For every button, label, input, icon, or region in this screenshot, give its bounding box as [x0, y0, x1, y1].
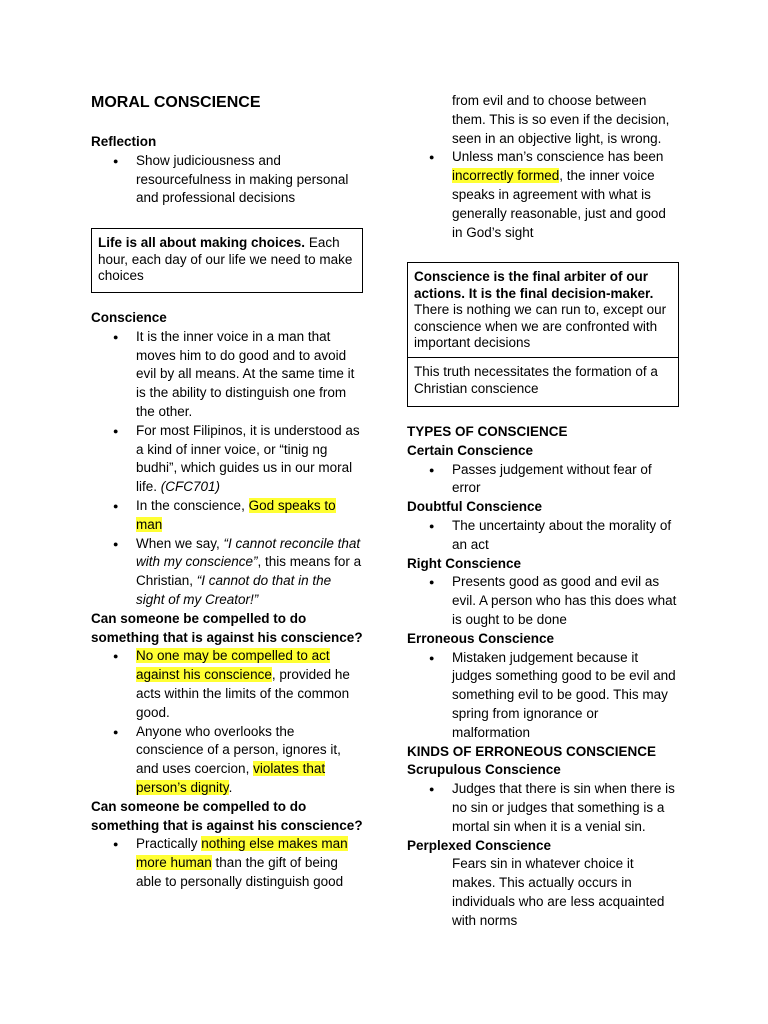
text: Unless man’s conscience has been: [452, 149, 664, 165]
list-item: ● Judges that there is sin when there is no sin or judges that something is a mortal sin when it is a venial sin.: [407, 780, 679, 836]
text: , the inner voice speaks in agreement with what is generally reasonable, just and good in God’s sight: [452, 168, 666, 240]
text: Practically: [136, 836, 202, 852]
list-item: ● It is the inner voice in a man that moves him to do good and to avoid evil by all means. At the same time it is the ability to distinguish one from the other.: [91, 328, 363, 422]
list-item: ● Mistaken judgement because it judges something good to be evil and something evil to be good. This may spring from ignorance or malformation: [407, 649, 679, 743]
list-item: [407, 148, 679, 242]
list-item: ● The uncertainty about the morality of an act: [407, 517, 679, 555]
text: In the conscience,: [136, 497, 249, 513]
right-list: [407, 573, 679, 629]
callout-rest: Each hour, each day of our life we need to make choices: [98, 235, 353, 283]
reflection-section: [91, 133, 363, 208]
arbiter-callout-box: [407, 262, 679, 407]
kinds-heading: KINDS OF ERRONEOUS CONSCIENCE: [407, 743, 657, 759]
list-item: [91, 723, 363, 798]
text: , this means for a Christian,: [136, 554, 362, 589]
highlight: incorrectly formed: [452, 168, 560, 184]
certain-heading: Certain Conscience: [407, 442, 534, 458]
continued-section: [407, 92, 679, 242]
text: When we say,: [136, 535, 224, 551]
reflection-heading: Reflection: [91, 134, 157, 149]
choices-callout-box: [91, 228, 363, 293]
highlight: violates that person’s dignity: [136, 761, 326, 795]
doubtful-heading: Doubtful Conscience: [407, 499, 543, 515]
highlight: nothing else makes man more human: [136, 836, 348, 871]
types-section: [407, 423, 679, 931]
callout-text: [408, 263, 678, 357]
text: Anyone who overlooks the conscience of a person, ignores it, and uses coercion,: [136, 723, 341, 777]
callout-text: [92, 229, 362, 290]
continued-list: [407, 148, 679, 242]
text: , provided he acts within the limits of the common good.: [136, 667, 350, 720]
perplexed-text: Fears sin in whatever choice it makes. This actually occurs in individuals who are less acquainted with norms: [452, 856, 665, 928]
erroneous-list: [407, 649, 679, 743]
list-item: [91, 647, 363, 722]
reflection-list: [91, 152, 363, 208]
quote: “I cannot reconcile that with my conscience”: [136, 535, 361, 570]
list-item: [91, 835, 363, 891]
list-item: ● Presents good as good and evil as evil. A person who has this does what is ought to be done: [407, 573, 679, 629]
callout-bold: Conscience is the final arbiter of our actions. It is the final decision-maker.: [414, 269, 654, 301]
question-heading: Can someone be compelled to do something that is against his conscience?: [91, 798, 363, 833]
scrupulous-list: [407, 780, 679, 836]
callout-bold: Life is all about making choices.: [98, 235, 306, 250]
text: than the gift of being able to personally distinguish good: [136, 855, 344, 889]
list-item: ● Show judiciousness and resourcefulness in making personal and professional decisions: [91, 152, 363, 208]
page-title: MORAL CONSCIENCE: [91, 94, 261, 111]
continued-text: from evil and to choose between them. This is so even if the decision, seen in an objective light, is wrong.: [452, 93, 670, 146]
callout-rest: There is nothing we can run to, except our conscience when we are confronted with important decisions: [414, 302, 667, 350]
list-item: [91, 422, 363, 497]
quote: “I cannot do that in the sight of my Creator!”: [136, 573, 332, 607]
question-heading: Can someone be compelled to do something that is against his conscience?: [91, 610, 363, 645]
erroneous-heading: Erroneous Conscience: [407, 630, 555, 646]
text: .: [228, 779, 233, 795]
conscience-list: [91, 328, 363, 610]
right-heading: Right Conscience: [407, 555, 522, 571]
question-list: [91, 647, 363, 797]
text: For most Filipinos, it is understood as a kind of inner voice, or “tinig ng budhi”, which guides us in our moral life.: [136, 422, 360, 495]
perplexed-heading: Perplexed Conscience: [407, 837, 552, 853]
conscience-heading: Conscience: [91, 310, 167, 325]
list-item: ● Passes judgement without fear of error: [407, 461, 679, 499]
highlight: No one may be compelled to act against his conscience: [136, 648, 330, 683]
doubtful-list: [407, 517, 679, 555]
highlight: God speaks to man: [136, 497, 336, 532]
list-item: [91, 497, 363, 535]
citation: (CFC701): [160, 479, 221, 495]
callout-row-2: This truth necessitates the formation of a Christian conscience: [408, 357, 678, 402]
certain-list: [407, 461, 679, 499]
list-item: [91, 535, 363, 610]
question-list: [91, 835, 363, 891]
conscience-section: [91, 309, 363, 892]
types-heading: TYPES OF CONSCIENCE: [407, 424, 568, 439]
scrupulous-heading: Scrupulous Conscience: [407, 762, 561, 778]
